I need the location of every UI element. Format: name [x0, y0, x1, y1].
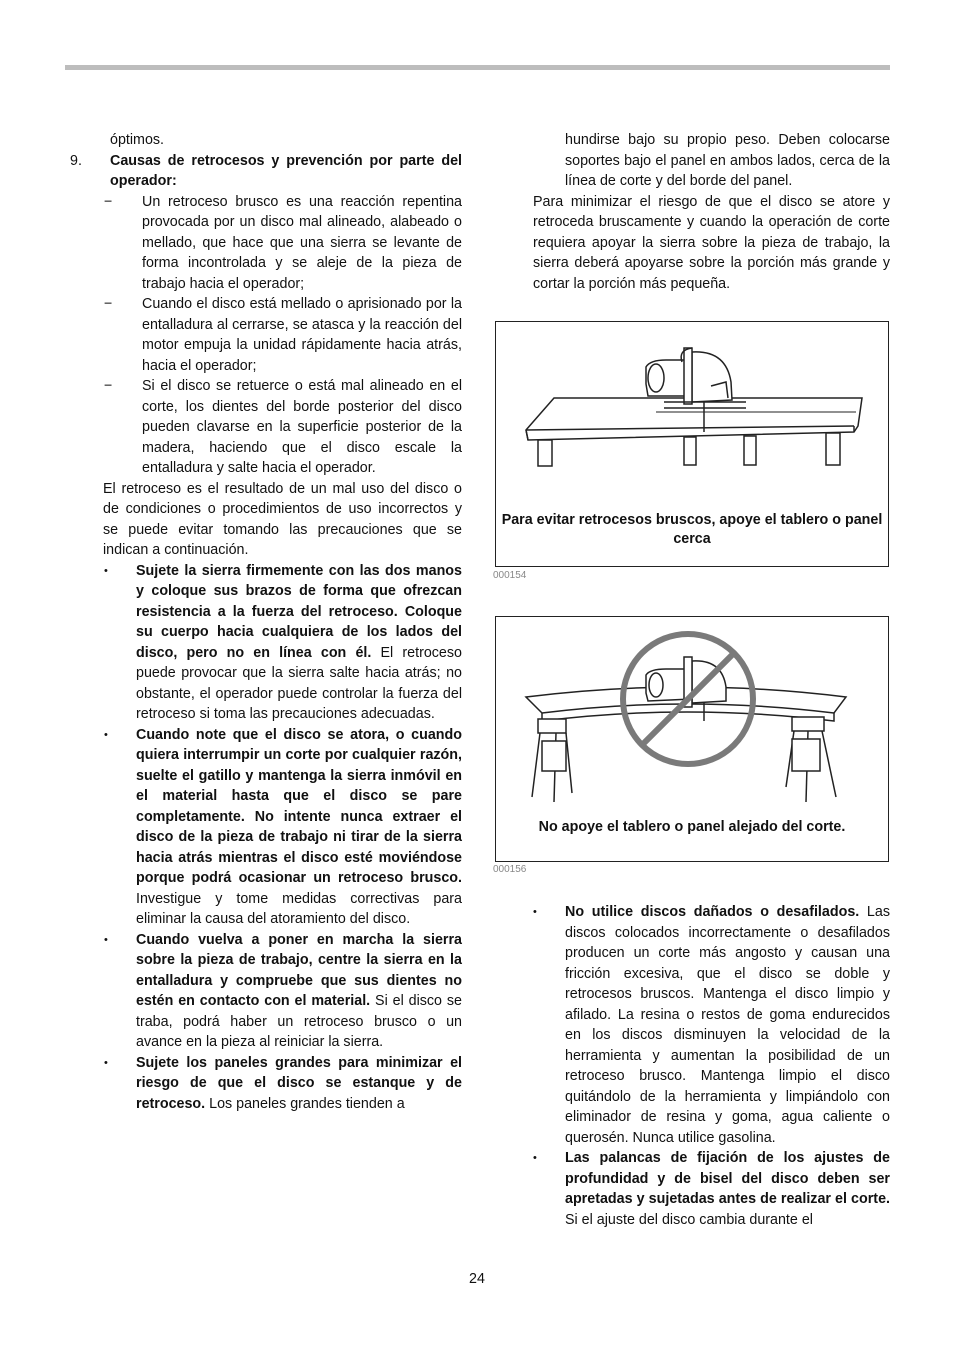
dash-text-1: Un retroceso brusco es una reacción repentina provocada por un disco mal alineado, alabeado o mellado, que hace que una sierra se levante de forma incontrolada y se aleje de la pieza de trabajo hacia el operador;: [142, 193, 462, 292]
paragraph-continuation: hundirse bajo su propio peso. Deben colocarse soportes bajo el panel en ambos lados, cerca de la línea de corte y del borde del panel.: [565, 132, 890, 189]
bullet-item-5: [495, 902, 890, 1148]
bullet-4-text: Los paneles grandes tienden a: [205, 1095, 405, 1112]
bullet-item-3: [70, 930, 462, 1053]
figure-1-caption: Para evitar retrocesos bruscos, apoye el tablero o panel cerca: [501, 512, 883, 547]
bullet-6-bold: Las palancas de fijación de los ajustes de profundidad y de bisel del disco deben ser apretadas y sujetadas antes de realizar el corte.: [565, 1150, 890, 1207]
bullet-marker: •: [104, 564, 108, 577]
bullet-item-2: [70, 725, 462, 930]
figure-2-caption: No apoye el tablero o panel alejado del corte.: [538, 819, 846, 835]
bullet-marker: •: [533, 1152, 537, 1164]
bullet-3-bold: Cuando vuelva a poner en marcha la sierra sobre la pieza de trabajo, centre la sierra en la entalladura y compruebe que sus dientes no estén en contacto con el material.: [136, 931, 462, 1009]
bullet-item-4: [70, 1053, 462, 1115]
dash-text-2: Cuando el disco está mellado o aprisionado por la entalladura al cerrarse, se atasca y la reacción del motor empuja la unidad rápidamente hacia atrás, hacia el operador;: [142, 296, 462, 374]
dash-item-3: [70, 376, 462, 479]
bullet-marker: •: [533, 906, 537, 918]
bullet-1-bold: Sujete la sierra firmemente con las dos manos y coloque sus brazos de forma que ofrezcan resistencia a la fuerza del retroceso. Coloque su cuerpo hacia cualquiera de los lados del disco, pero no en línea con él.: [136, 562, 462, 661]
header-rule: [65, 65, 890, 70]
dash-marker: −: [104, 378, 113, 394]
page-number: 24: [469, 1271, 485, 1287]
bullet-item-1: [70, 561, 462, 725]
right-column-bottom: [495, 902, 890, 1230]
bullet-5-text: Las discos colocados incorrectamente o desafilados producen un corte más angosto y causan una fricción excesiva, que el disco se doble y retrocesos bruscos. Mantenga el disco limpio y afilado. La resina o restos de goma endurecidos en los discos disminuyen la velocidad de la herramienta y aumentan la posibilidad de un retroceso brusco. Mantenga limpio el disco quitándolo de la herramienta y limpiándolo con eliminador de resina y goma, agua caliente o querosén. Nunca utilice gasolina.: [565, 904, 890, 1146]
item-9-title: Causas de retrocesos y prevención por parte del operador:: [110, 152, 462, 189]
bullet-marker: •: [104, 933, 108, 946]
item-9: [70, 151, 462, 192]
figure-1-id: 000154: [493, 570, 527, 581]
dash-item-1: [70, 192, 462, 295]
bullet-marker: •: [104, 728, 108, 741]
paragraph-minimizar: Para minimizar el riesgo de que el disco se atore y retroceda bruscamente y cuando la operación de corte requiera apoyar la sierra sobre la pieza de trabajo, la sierra deberá apoyarse sobre la porción más grande y cortar la porción más pequeña.: [533, 193, 890, 292]
bullet-2-bold: Cuando note que el disco se atora, o cuando quiera interrumpir un corte por cualquier razón, suelte el gatillo y mantenga la sierra inmóvil en el material hasta que el disco se pare completamente. No intente nunca extraer el disco de la pieza de trabajo ni tirar de la sierra hacia atrás mientras el disco esté moviéndose porque podrá ocasionar un retroceso brusco.: [136, 726, 462, 886]
bullet-6-text: Si el ajuste del disco cambia durante el: [565, 1211, 813, 1228]
right-column-top: [495, 130, 890, 294]
bullet-2-text: Investigue y tome medidas correctivas para eliminar la causa del atoramiento del disco.: [136, 890, 462, 927]
figure-unsupported-panel: [495, 616, 889, 862]
figure-supported-panel: [495, 321, 889, 567]
bullet-4-bold: Sujete los paneles grandes para minimizar el riesgo de que el disco se estanque y de retroceso.: [136, 1054, 462, 1112]
dash-marker: −: [104, 193, 113, 210]
paragraph-retroceso: El retroceso es el resultado de un mal uso del disco o de condiciones o procedimientos de uso incorrectos y se puede evitar tomando las precauciones que se indican a continuación.: [103, 480, 462, 558]
figure-2-id: 000156: [493, 864, 527, 875]
bullet-1-text: El retroceso puede provocar que la sierra salte hacia atrás; no obstante, el operador puede controlar la fuerza del retroceso si toma las precauciones adecuadas.: [136, 644, 462, 722]
bullet-3-text: Si el disco se traba, podrá haber un retroceso brusco o un avance en la pieza al reiniciar la sierra.: [136, 993, 462, 1050]
paragraph-optimos: óptimos.: [110, 132, 165, 148]
dash-text-3: Si el disco se retuerce o está mal alineado en el corte, los dientes del borde posterior del disco pueden clavarse en la superficie posterior de la madera, haciendo que el disco escale la entalladura y salte hacia el operador.: [142, 378, 462, 476]
bullet-5-bold: No utilice discos dañados o desafilados.: [565, 904, 860, 920]
bullet-marker: •: [104, 1056, 108, 1069]
bullet-item-6: [495, 1148, 890, 1230]
left-column: [70, 130, 462, 1114]
dash-marker: −: [104, 296, 113, 312]
item-number: 9.: [70, 152, 82, 169]
dash-item-2: [70, 294, 462, 376]
